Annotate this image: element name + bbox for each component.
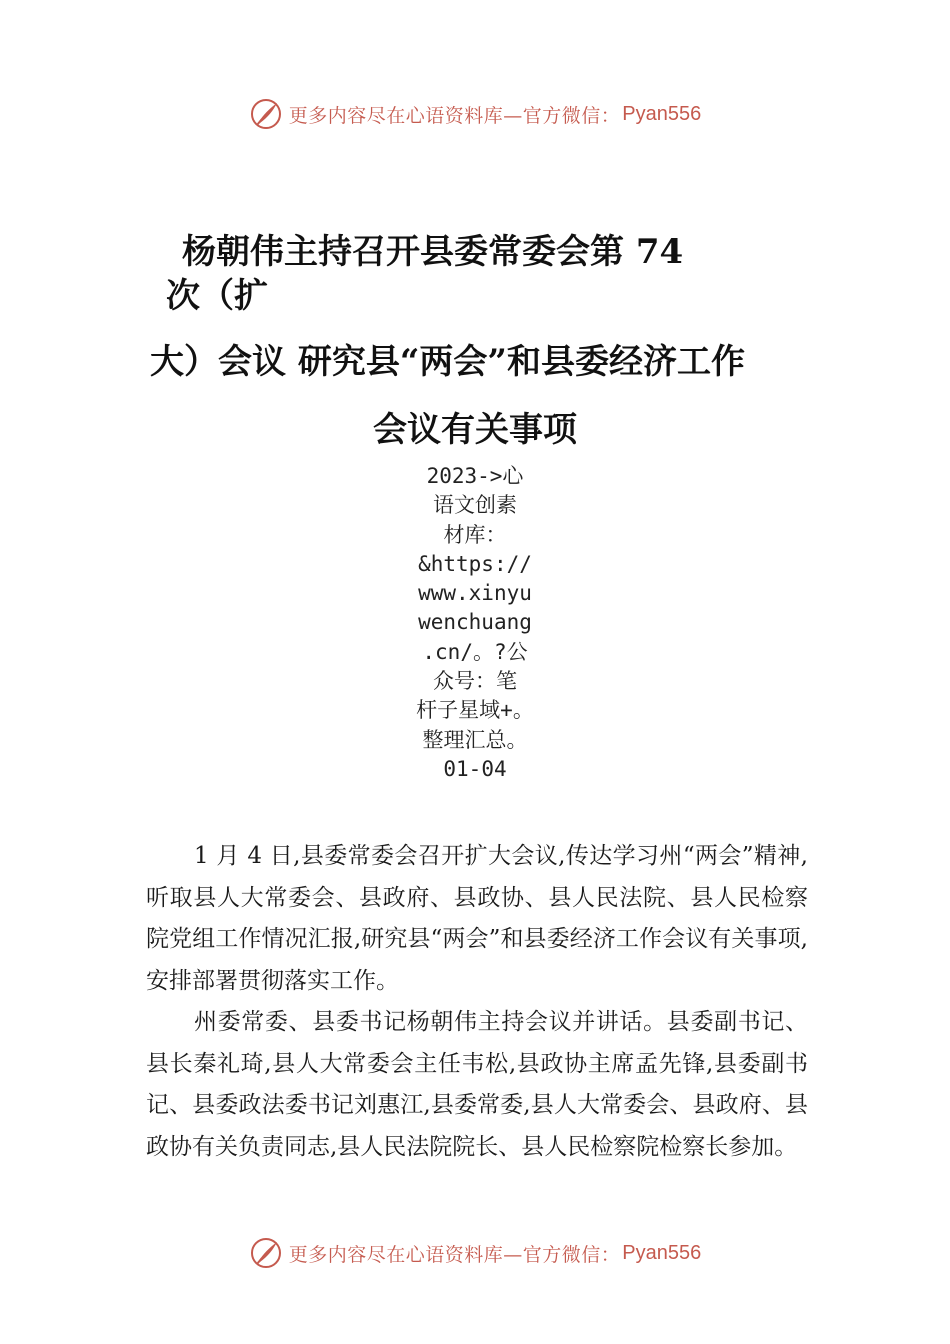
wechat-id: Pyan556	[622, 1241, 702, 1264]
wechat-id: Pyan556	[622, 102, 702, 125]
source-line: 语文创素	[433, 493, 517, 518]
banner-text: 更多内容尽在心语资料库—官方微信：	[288, 104, 621, 127]
source-line: 2023->心	[426, 464, 524, 488]
quill-logo-icon	[249, 97, 283, 131]
source-line: www.xinyu	[418, 581, 532, 606]
title-line-2: 次（扩	[166, 276, 268, 316]
title-line-3: 大）会议 研究县“两会”和县委经济工作	[150, 342, 745, 382]
source-line: 众号：笔	[433, 669, 517, 694]
source-line: 材库：	[443, 522, 507, 547]
banner-text: 更多内容尽在心语资料库—官方微信：	[288, 1243, 621, 1266]
title-line-1: 杨朝伟主持召开县委常委会第 74	[182, 232, 684, 272]
source-line: 杆子星域+。	[416, 698, 534, 723]
source-line: &https://	[418, 551, 532, 576]
source-line: 整理汇总。	[422, 727, 528, 752]
source-line: wenchuang	[418, 610, 532, 635]
paragraph-1: 1 月 4 日,县委常委会召开扩大会议,传达学习州“两会”精神,听取县人大常委会、县政府、县政协、县人民法院、县人民检察院党组工作情况汇报,研究县“两会”和县委经济工作会议有关事项,安排部署贯彻落实工作。	[146, 843, 808, 994]
paragraph-2: 州委常委、县委书记杨朝伟主持会议并讲话。县委副书记、县长秦礼琦,县人大常委会主任韦松,县政协主席孟先锋,县委副书记、县委政法委书记刘惠江,县委常委,县人大常委会、县政府、县政协有关负责同志,县人民法院院长、县人民检察院检察长参加。	[146, 1009, 808, 1160]
title-line-4: 会议有关事项	[373, 410, 577, 450]
footer-banner	[0, 1233, 950, 1273]
source-line: 01-04	[443, 756, 507, 781]
source-line: .cn/。?公	[422, 639, 528, 664]
quill-logo-icon	[249, 1236, 283, 1270]
header-banner	[0, 94, 950, 134]
source-block	[0, 462, 950, 784]
